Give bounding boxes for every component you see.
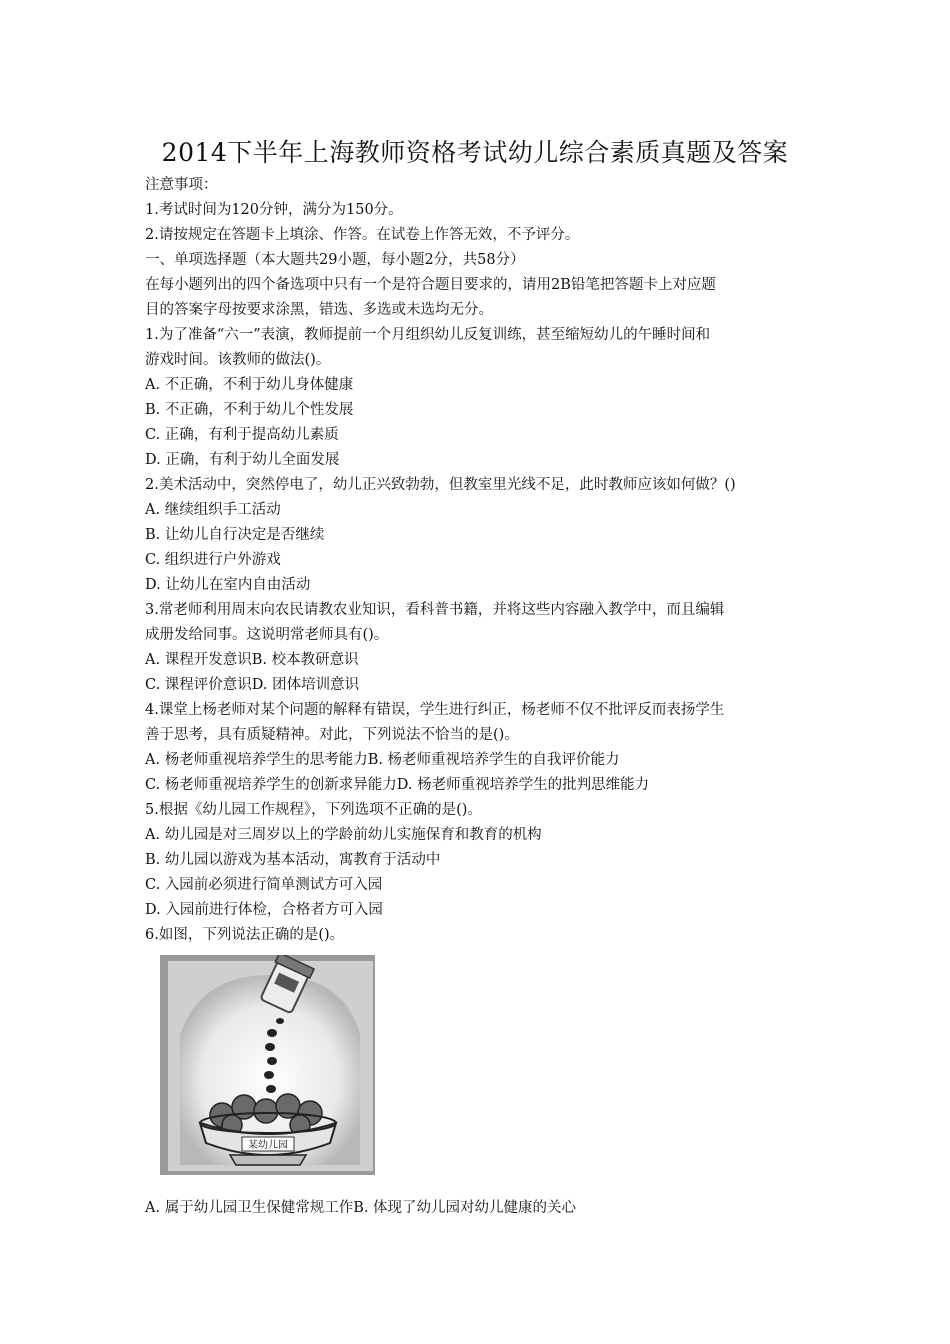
question-5-option-d: D. 入园前进行体检，合格者方可入园 (145, 902, 383, 918)
question-2-option-b: B. 让幼儿自行决定是否继续 (145, 527, 325, 543)
question-4-options-cd: C. 杨老师重视培养学生的创新求异能力D. 杨老师重视培养学生的批判思维能力 (145, 777, 650, 793)
question-2-option-d: D. 让幼儿在室内自由活动 (145, 577, 311, 593)
document-title: 2014下半年上海教师资格考试幼儿综合素质真题及答案 (161, 138, 789, 167)
question-5-option-a: A. 幼儿园是对三周岁以上的学龄前幼儿实施保育和教育的机构 (145, 827, 542, 843)
question-4-options-ab: A. 杨老师重视培养学生的思考能力B. 杨老师重视培养学生的自我评价能力 (145, 752, 620, 768)
question-1-option-b: B. 不正确，不利于幼儿个性发展 (145, 402, 354, 418)
section-heading: 一、单项选择题（本大题共29小题，每小题2分，共58分） (145, 252, 525, 268)
question-3-options-ab: A. 课程开发意识B. 校本教研意识 (145, 652, 359, 668)
question-1-stem: 游戏时间。该教师的做法()。 (145, 352, 331, 368)
question-1-option-d: D. 正确，有利于幼儿全面发展 (145, 452, 340, 468)
bowl-base (230, 1155, 306, 1165)
note-item: 1.考试时间为120分钟，满分为150分。 (145, 202, 403, 218)
document-body (145, 173, 815, 948)
note-item: 2.请按规定在答题卡上填涂、作答。在试卷上作答无效，不予评分。 (145, 227, 580, 243)
question-1-option-c: C. 正确，有利于提高幼儿素质 (145, 427, 339, 443)
question-2-option-c: C. 组织进行户外游戏 (145, 552, 281, 568)
notes-header: 注意事项： (145, 177, 218, 193)
question-5-option-b: B. 幼儿园以游戏为基本活动，寓教育于活动中 (145, 852, 441, 868)
question-4-stem: 善于思考，具有质疑精神。对此，下列说法不恰当的是()。 (145, 727, 519, 743)
section-instruction: 在每小题列出的四个备选项中只有一个是符合题目要求的，请用2B铅笔把答题卡上对应题 (145, 277, 716, 293)
question-2-option-a: A. 继续组织手工活动 (145, 502, 281, 518)
question-2-stem: 2.美术活动中，突然停电了，幼儿正兴致勃勃，但教室里光线不足，此时教师应该如何做？() (145, 477, 736, 493)
question-1-option-a: A. 不正确，不利于幼儿身体健康 (145, 377, 354, 393)
question-4-stem: 4.课堂上杨老师对某个问题的解释有错误，学生进行纠正，杨老师不仅不批评反而表扬学生 (145, 702, 725, 718)
question-3-stem: 3.常老师利用周末向农民请教农业知识，看科普书籍，并将这些内容融入教学中，而且编辑 (145, 602, 725, 618)
question-6-options-ab: A. 属于幼儿园卫生保健常规工作B. 体现了幼儿园对幼儿健康的关心 (145, 1200, 577, 1216)
cartoon-figure (160, 955, 375, 1175)
question-6-stem: 6.如图，下列说法正确的是()。 (145, 927, 345, 943)
question-1-stem: 1.为了准备“六一”表演，教师提前一个月组织幼儿反复训练，甚至缩短幼儿的午睡时间和 (145, 327, 711, 343)
question-5-stem: 5.根据《幼儿园工作规程》，下列选项不正确的是()。 (145, 802, 482, 818)
bowl-label: 某幼儿园 (248, 1140, 288, 1151)
question-3-stem: 成册发给同事。这说明常老师具有()。 (145, 627, 389, 643)
question-5-option-c: C. 入园前必须进行简单测试方可入园 (145, 877, 383, 893)
question-3-options-cd: C. 课程评价意识D. 团体培训意识 (145, 677, 360, 693)
section-instruction: 目的答案字母按要求涂黑，错选、多选或未选均无分。 (145, 302, 493, 318)
